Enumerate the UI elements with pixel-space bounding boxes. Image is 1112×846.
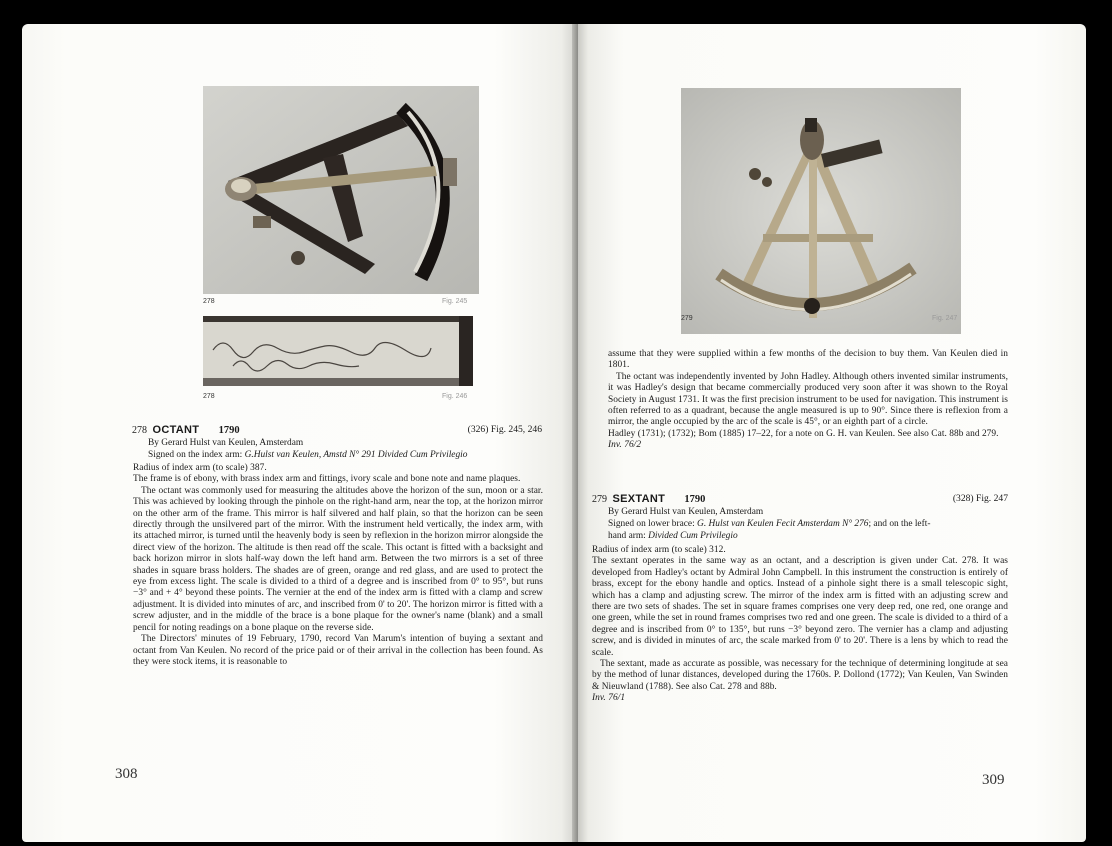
octant-photograph <box>203 86 479 294</box>
signature-label: Signed on lower brace: <box>608 519 698 529</box>
entry-reference: (326) Fig. 245, 246 <box>467 424 542 435</box>
paragraph: The sextant operates in the same way as an octant, and a description is given under Cat. 278. It was developed from Hadley's octant by Admiral John Campbell. In this instrument the construction is entirely of brass, except for the ebony handle and optics. Instead of a pinhole sight there is a small telescopic sight, which has a clamp and adjusting screw. The mirror of the index arm is fitted with an adjusting screw and there are two sets of shades. The set in square frames comprises one very deep red, one red, one orange and one green, while the set in round frames comprises two red and one green. The scale is divided to a third of a degree and is inscribed from 0° to 135°, but runs −3° beyond zero. The vernier has a clamp and adjusting screw, and is divided in minutes of arc, the scale marked from 0' to 20'. There is a lens by which to read the scale. <box>592 556 1008 658</box>
entry-number: 279 <box>592 494 607 505</box>
entry-maker: By Gerard Hulst van Keulen, Amsterdam <box>148 438 304 448</box>
paragraph: The frame is of ebony, with brass index arm and fittings, ivory scale and bone note and name plaques. <box>133 474 521 485</box>
paragraph: The octant was commonly used for measuring the altitudes above the horizon of the sun, moon or a star. This was achieved by looking through the pinhole on the right-hand arm, near the top, at the horizon mirror on the other arm of the frame. This mirror is half silvered and half plain, so that the horizon can be seen directly through the unsilvered part of the mirror. With the instrument held vertically, the index arm, with its attached mirror, is turned until the heavenly body is seen by reflexion in the horizon mirror alongside the direct view of the horizon. The altitude is then read off the scale. This octant is fitted with a backsight and back horizon mirror in slots half-way down the left hand arm. Between the two mirrors is a set of three shades in square brass holders. The shades are of green, orange and red glass, and are used to protect the eye from excess light. The scale is divided to a third of a degree and is inscribed from 0° to 95°, but runs −3° and + 4° beyond these points. The vernier at the end of the index arm is fitted with a clamp and screw adjustment. It is divided into minutes of arc, and inscribed from 0' to 20'. The horizon mirror is fitted with a screw adjuster, and in the middle of the brace is a bone plaque for the owner's name (blank) and a small pencil for noting readings on a bone plaque on the reverse side. <box>133 485 544 633</box>
left-page <box>22 24 578 842</box>
paragraph: assume that they were supplied within a few months of the decision to buy them. Van Keulen died in 1801. <box>608 349 1008 371</box>
inventory-number: Inv. 76/2 <box>608 440 642 451</box>
right-page <box>578 24 1086 842</box>
entry-signature-line2 <box>608 531 738 542</box>
photo-number-278: 278 <box>203 298 215 305</box>
signature-cont: ; and on the left- <box>868 519 931 529</box>
inventory-number: Inv. 76/1 <box>592 693 626 704</box>
entry-signature <box>608 519 1008 530</box>
entry-number: 278 <box>132 425 147 436</box>
signature-text-2: Divided Cum Privilegio <box>648 531 738 541</box>
sextant-image <box>681 88 961 334</box>
paragraph: The octant was independently invented by John Hadley. Although others invented similar instruments, it was Hadley's design that became commercially produced very soon after it was shown to the Royal Society in August 1731. It was the first precision instrument to be used for navigation. This instrument is often referred to as a quadrant, because the angle measured is up to 90°. Since there is reflexion from a mirror, the angle occupied by the arc of the scale is 45°, or an eighth part of a circle. <box>608 371 1008 428</box>
page-number-right: 309 <box>982 772 1005 788</box>
signature-text: G. Hulst van Keulen Fecit Amsterdam N° 276 <box>697 519 869 529</box>
entry-year: 1790 <box>684 494 706 505</box>
photo-number-279: 279 <box>681 315 693 322</box>
entry-signature <box>148 450 544 461</box>
page-number-left: 308 <box>115 766 138 782</box>
signature-text: G.Hulst van Keulen, Amstd N° 291 Divided Cum Privilegio <box>244 450 468 460</box>
entry-heading-278 <box>132 424 240 436</box>
photo-number-278b: 278 <box>203 393 215 400</box>
entry-heading-279 <box>592 493 705 505</box>
paragraph: Hadley (1731); (1732); Bom (1885) 17–22, for a note on G. H. van Keulen. See also Cat. 88b and 279. <box>608 428 999 439</box>
right-body-text <box>592 545 1008 705</box>
photo-fig-label: Fig. 245 <box>442 298 468 305</box>
paragraph: The Directors' minutes of 19 February, 1790, record Van Marum's intention of buying a sextant and octant from Van Keulen. No record of the price paid or of their arrival in the collection has been found. As they were stock items, it is reasonable to <box>133 634 543 667</box>
signature-label: Signed on the index arm: <box>148 450 245 460</box>
entry-title: SEXTANT <box>612 493 666 505</box>
signature-photograph <box>203 316 473 386</box>
photo-fig-label-b: Fig. 246 <box>442 393 468 400</box>
entry-reference: (328) Fig. 247 <box>952 493 1008 504</box>
octant-image <box>203 86 479 294</box>
paragraph: Radius of index arm (to scale) 312. <box>592 545 726 555</box>
left-body-text <box>133 463 543 668</box>
entry-year: 1790 <box>218 425 240 436</box>
paragraph: The sextant, made as accurate as possible, was necessary for the technique of determining longitude at sea by the method of lunar distances, developed during the 1760s. P. Dollond (1772); Van Keulen, Van Swinden & Nieuwland (1788). See also Cat. 278 and 88b. <box>592 659 1008 692</box>
paragraph: Radius of index arm (to scale) 387. <box>133 463 267 473</box>
photo-fig-label-279: Fig. 247 <box>932 315 958 322</box>
signature-image <box>203 316 473 386</box>
entry-title: OCTANT <box>152 424 200 436</box>
entry-maker: By Gerard Hulst van Keulen, Amsterdam <box>608 507 764 517</box>
sextant-photograph <box>681 88 961 334</box>
signature-label-2: hand arm: <box>608 531 649 541</box>
right-continuation-text <box>608 349 1008 452</box>
